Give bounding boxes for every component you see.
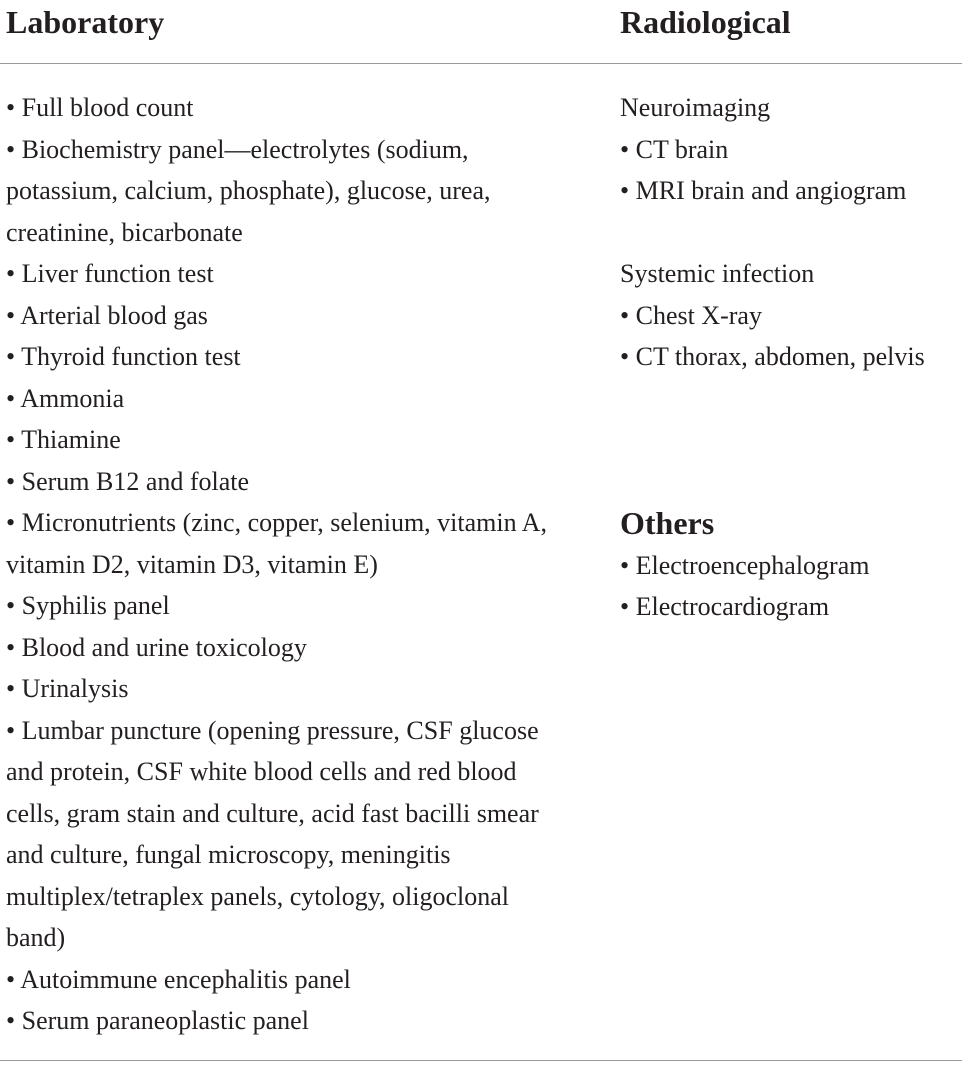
bullet-icon: • [6, 1006, 16, 1035]
spacer [620, 462, 965, 504]
laboratory-header: Laboratory [6, 4, 165, 40]
lab-item-text: Lumbar puncture (opening pressure, CSF glucose and protein, CSF white blood cells and red blood cells, gram stain and culture, acid fast bacilli smear and culture, fungal microscopy, meningitis multiplex/tetraplex panels, cytology, oligoclonal band) [6, 715, 539, 952]
bullet-icon: • [620, 134, 630, 164]
bullet-icon: • [620, 342, 630, 371]
radiological-column [620, 87, 965, 628]
lab-item-text: Liver function test [21, 259, 214, 288]
lab-item-text: Full blood count [21, 93, 194, 122]
bullet-icon: • [6, 342, 16, 371]
bullet-icon: • [6, 632, 16, 662]
lab-item-text: Urinalysis [21, 674, 129, 703]
lab-item [6, 87, 566, 129]
bullet-icon: • [620, 176, 630, 205]
bullet-icon: • [6, 259, 16, 288]
bullet-icon: • [6, 964, 16, 994]
bottom-rule [0, 1060, 962, 1061]
bullet-icon: • [6, 715, 16, 745]
radiological-header: Radiological [620, 4, 791, 40]
bullet-icon: • [6, 300, 16, 330]
radiology-item [620, 129, 965, 171]
others-item [620, 586, 965, 628]
bullet-icon: • [6, 466, 16, 496]
lab-item-text: Syphilis panel [21, 591, 170, 620]
laboratory-column [6, 87, 566, 1042]
others-header: Others [620, 505, 715, 541]
others-item-text: Electroencephalogram [635, 550, 870, 580]
lab-item [6, 627, 566, 669]
lab-item [6, 959, 566, 1001]
radiology-item-text: MRI brain and angiogram [635, 176, 907, 205]
bullet-icon: • [6, 93, 16, 122]
lab-item [6, 710, 566, 959]
lab-item-text: Biochemistry panel—electrolytes (sodium, potassium, calcium, phosphate), glucose, urea, creatinine, bicarbonate [6, 134, 491, 247]
bullet-icon: • [6, 591, 16, 620]
lab-item [6, 1000, 566, 1042]
bullet-icon: • [6, 508, 16, 537]
spacer [620, 378, 965, 462]
lab-item-text: Arterial blood gas [20, 300, 208, 330]
bullet-icon: • [620, 592, 630, 621]
lab-item [6, 585, 566, 627]
lab-item-text: Blood and urine toxicology [21, 632, 307, 662]
lab-item-text: Serum B12 and folate [21, 466, 250, 496]
lab-item [6, 668, 566, 710]
lab-item-text: Thiamine [21, 425, 121, 454]
lab-item-text: Micronutrients (zinc, copper, selenium, vitamin A, vitamin D2, vitamin D3, vitamin E) [6, 508, 547, 579]
bullet-icon: • [620, 550, 630, 580]
lab-item [6, 502, 566, 585]
lab-item [6, 419, 566, 461]
lab-item [6, 378, 566, 420]
bullet-icon: • [6, 134, 16, 164]
radiology-item [620, 336, 965, 378]
lab-item [6, 336, 566, 378]
radiology-item [620, 170, 965, 212]
bullet-icon: • [620, 300, 630, 330]
radiology-item-text: Chest X-ray [635, 300, 762, 330]
lab-item [6, 129, 566, 254]
bullet-icon: • [6, 674, 16, 703]
bullet-icon: • [6, 425, 16, 454]
lab-item-text: Thyroid function test [21, 342, 241, 371]
lab-item [6, 461, 566, 503]
lab-item-text: Autoimmune encephalitis panel [20, 964, 351, 994]
lab-item-text: Serum paraneoplastic panel [21, 1006, 309, 1035]
radiology-item [620, 295, 965, 337]
others-item-text: Electrocardiogram [635, 592, 830, 621]
radiology-item-text: CT brain [635, 134, 729, 164]
radiology-item-text: CT thorax, abdomen, pelvis [635, 342, 925, 371]
lab-item [6, 253, 566, 295]
lab-item [6, 295, 566, 337]
lab-item-text: Ammonia [20, 383, 125, 413]
spacer [620, 212, 965, 254]
top-rule [0, 63, 962, 64]
systemic-infection-subheading: Systemic infection [620, 259, 815, 288]
neuroimaging-subheading: Neuroimaging [620, 93, 771, 122]
others-item [620, 545, 965, 587]
bullet-icon: • [6, 383, 16, 413]
